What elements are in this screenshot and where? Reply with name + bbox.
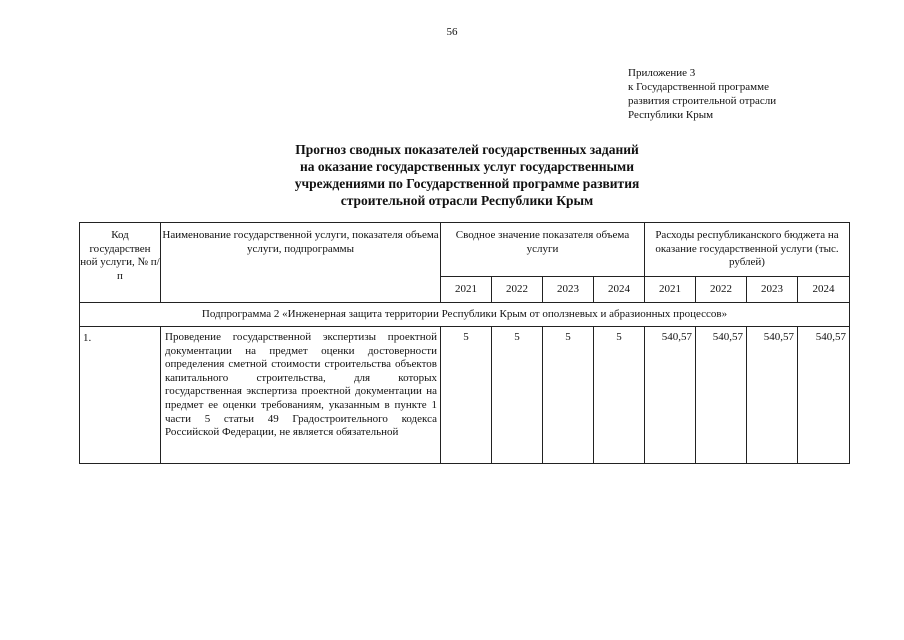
year-cell: 2023 xyxy=(747,277,798,303)
subprogram-row xyxy=(80,303,850,327)
year-cell: 2023 xyxy=(543,277,594,303)
header-code: Код государствен ной услуги, № п/п xyxy=(80,223,161,303)
indicator-value: 5 xyxy=(594,327,645,464)
appendix-line: развития строительной отрасли xyxy=(628,95,777,107)
expense-value: 540,57 xyxy=(798,327,850,464)
year-cell: 2021 xyxy=(645,277,696,303)
appendix-note xyxy=(628,66,776,122)
indicator-value: 5 xyxy=(441,327,492,464)
year-cell: 2022 xyxy=(492,277,543,303)
header-expense-group: Расходы республиканского бюджета на оказание государственной услуги (тыс. рублей) xyxy=(645,223,850,277)
title-line: строительной отрасли Республики Крым xyxy=(340,193,594,208)
appendix-line: Республики Крым xyxy=(628,109,714,121)
header-name: Наименование государственной услуги, показателя объема услуги, подпрограммы xyxy=(161,223,441,303)
year-cell: 2024 xyxy=(594,277,645,303)
year-cell: 2022 xyxy=(696,277,747,303)
appendix-line: Приложение 3 xyxy=(628,67,696,79)
page-number: 56 xyxy=(446,26,458,38)
indicator-value: 5 xyxy=(492,327,543,464)
table-header-row xyxy=(80,223,850,277)
forecast-table xyxy=(79,222,850,464)
year-cell: 2024 xyxy=(798,277,850,303)
title-line: Прогноз сводных показателей государственных заданий xyxy=(295,142,639,157)
expense-value: 540,57 xyxy=(747,327,798,464)
appendix-line: к Государственной программе xyxy=(628,81,769,93)
indicator-value: 5 xyxy=(543,327,594,464)
year-cell: 2021 xyxy=(441,277,492,303)
document-title xyxy=(0,141,904,209)
service-name: Проведение государственной экспертизы проектной документации на предмет оценки достоверности определения сметной стоимости строительства объектов капитального строительства, для которых государственная экспертиза проектной документации на предмет ее оценки требованиям, указанным в пункте 1 части 5 статьи 49 Градостроительного кодекса Российской Федерации, не является обязательной xyxy=(161,327,441,464)
table-row xyxy=(80,327,850,464)
subprogram-title: Подпрограмма 2 «Инженерная защита территории Республики Крым от оползневых и абразионных процессов» xyxy=(80,303,850,327)
title-line: учреждениями по Государственной программе развития xyxy=(294,176,640,191)
header-indicator-group: Сводное значение показателя объема услуги xyxy=(441,223,645,277)
expense-value: 540,57 xyxy=(645,327,696,464)
expense-value: 540,57 xyxy=(696,327,747,464)
row-number: 1. xyxy=(80,327,161,464)
title-line: на оказание государственных услуг государственными xyxy=(299,159,635,174)
